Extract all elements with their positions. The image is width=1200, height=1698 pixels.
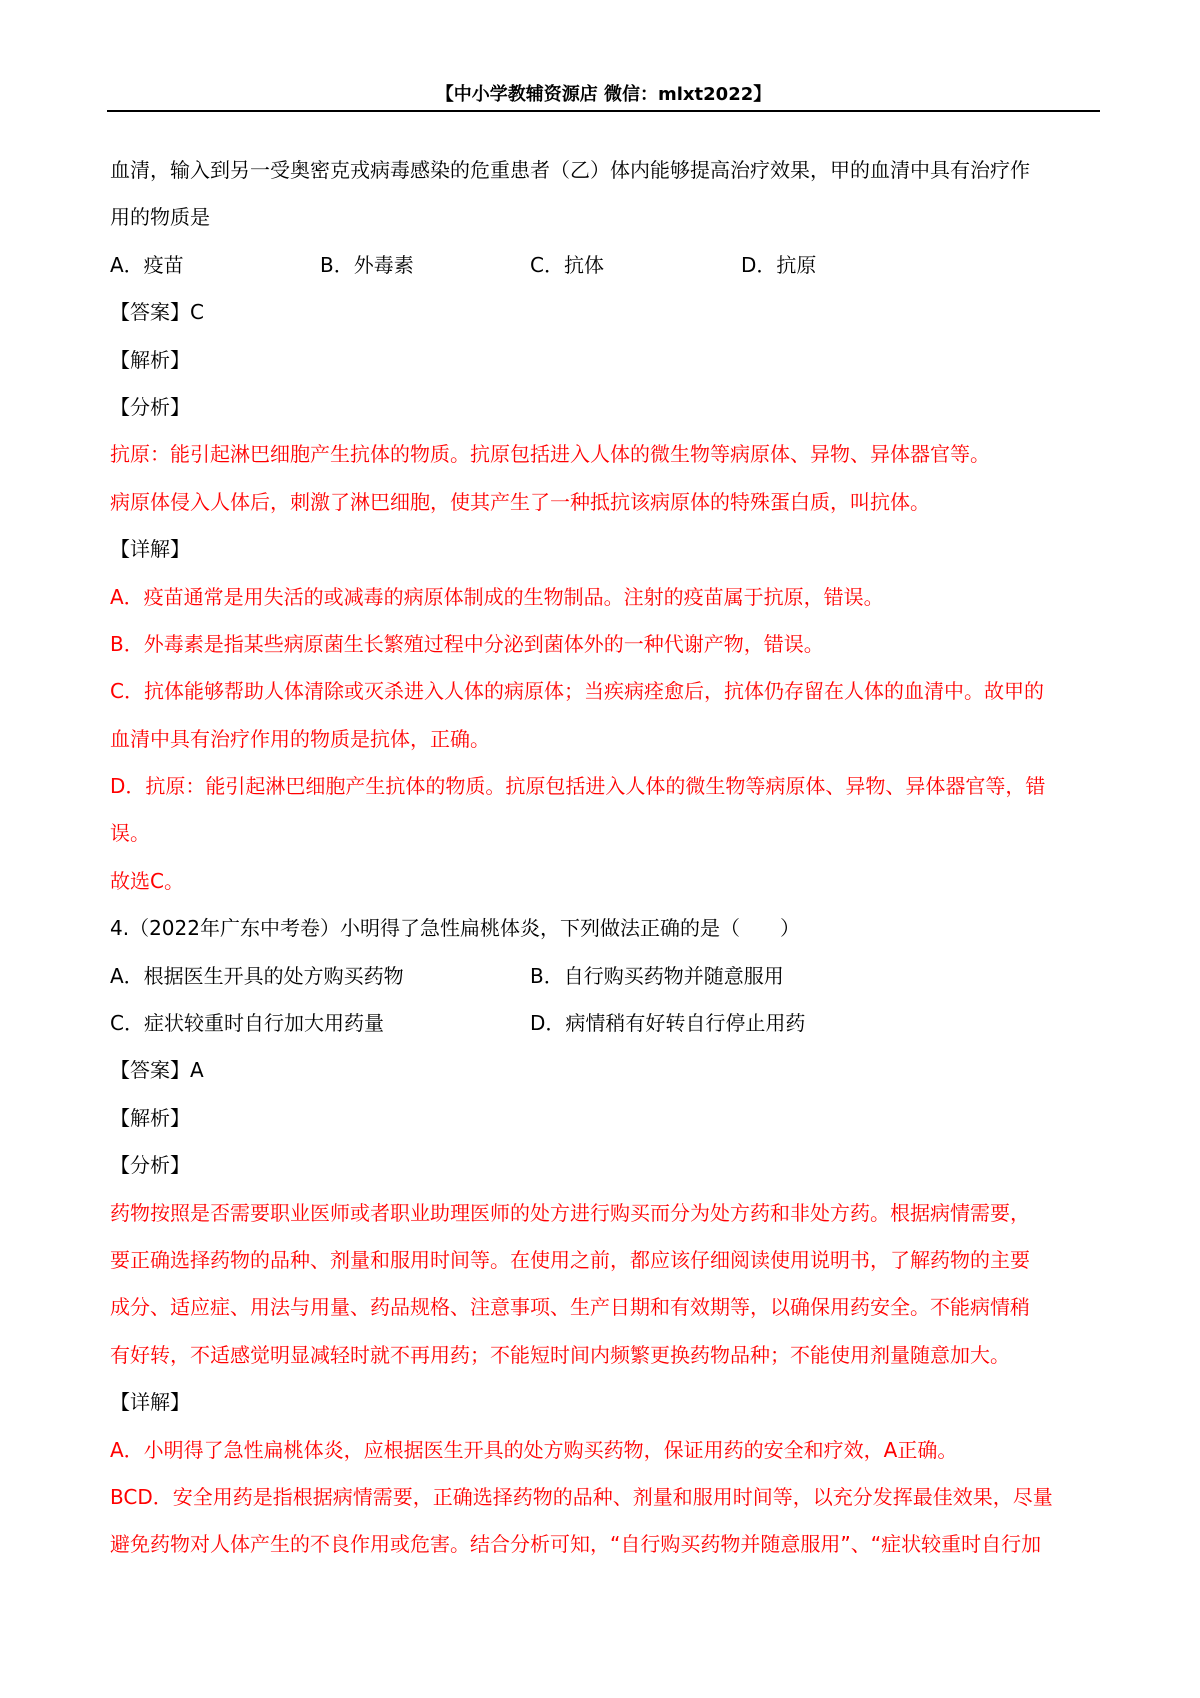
header-divider (107, 110, 1100, 112)
q3-detail-d-line-1: D．抗原：能引起淋巴细胞产生抗体的物质。抗原包括进入人体的微生物等病原体、异物、异体器官等，错 (110, 774, 1046, 799)
q4-option-d: D．病情稍有好转自行停止用药 (530, 1011, 806, 1036)
q3-option-d: D．抗原 (741, 252, 817, 277)
q4-fenxi-heading: 【分析】 (110, 1153, 190, 1178)
q4-detail-a: A．小明得了急性扁桃体炎，应根据医生开具的处方购买药物，保证用药的安全和疗效，A正确。 (110, 1437, 958, 1462)
q3-conclusion: 故选C。 (110, 868, 184, 893)
q3-option-b: B．外毒素 (320, 252, 414, 277)
q3-answer: 【答案】C (110, 300, 204, 325)
q3-stem-line-2: 用的物质是 (110, 205, 210, 230)
q4-stem: 4.（2022年广东中考卷）小明得了急性扁桃体炎，下列做法正确的是（ ） (110, 916, 800, 941)
page-header: 【中小学教辅资源店 微信：mlxt2022】 (435, 84, 772, 105)
q3-analysis-line-2: 病原体侵入人体后，刺激了淋巴细胞，使其产生了一种抵抗该病原体的特殊蛋白质，叫抗体。 (110, 489, 930, 514)
q3-options (110, 242, 1100, 289)
q4-detail-bcd-line-2: 避免药物对人体产生的不良作用或危害。结合分析可知，“自行购买药物并随意服用”、“症状较重时自行加 (110, 1532, 1042, 1557)
q4-options-row-2 (110, 1000, 1100, 1047)
q3-jiexi-heading: 【解析】 (110, 347, 190, 372)
q4-options-row-1 (110, 953, 1100, 1000)
q3-analysis-line-1: 抗原：能引起淋巴细胞产生抗体的物质。抗原包括进入人体的微生物等病原体、异物、异体器官等。 (110, 442, 990, 467)
q3-detail-d-line-2: 误。 (110, 821, 150, 846)
q4-xiangjie-heading: 【详解】 (110, 1390, 190, 1415)
q4-analysis-line-4: 有好转，不适感觉明显减轻时就不再用药；不能短时间内频繁更换药物品种；不能使用剂量随意加大。 (110, 1342, 1010, 1367)
q3-detail-a: A．疫苗通常是用失活的或减毒的病原体制成的生物制品。注射的疫苗属于抗原，错误。 (110, 584, 884, 609)
q3-detail-c-line-1: C．抗体能够帮助人体清除或灭杀进入人体的病原体；当疾病痊愈后，抗体仍存留在人体的血清中。故甲的 (110, 679, 1044, 704)
q4-jiexi-heading: 【解析】 (110, 1105, 190, 1130)
q4-analysis-line-2: 要正确选择药物的品种、剂量和服用时间等。在使用之前，都应该仔细阅读使用说明书，了解药物的主要 (110, 1247, 1030, 1272)
q3-stem-line-1: 血清，输入到另一受奥密克戎病毒感染的危重患者（乙）体内能够提高治疗效果，甲的血清中具有治疗作 (110, 158, 1030, 182)
q4-analysis-line-1: 药物按照是否需要职业医师或者职业助理医师的处方进行购买而分为处方药和非处方药。根据病情需要， (110, 1200, 1030, 1225)
q4-detail-bcd-line-1: BCD．安全用药是指根据病情需要，正确选择药物的品种、剂量和服用时间等，以充分发挥最佳效果，尽量 (110, 1484, 1053, 1509)
q3-option-a: A．疫苗 (110, 252, 184, 277)
q3-fenxi-heading: 【分析】 (110, 394, 190, 419)
q4-answer: 【答案】A (110, 1058, 204, 1083)
q3-detail-b: B．外毒素是指某些病原菌生长繁殖过程中分泌到菌体外的一种代谢产物，错误。 (110, 631, 824, 656)
q4-option-b: B．自行购买药物并随意服用 (530, 963, 784, 988)
q3-option-c: C．抗体 (530, 252, 604, 277)
q4-option-c: C．症状较重时自行加大用药量 (110, 1011, 384, 1036)
q3-detail-c-line-2: 血清中具有治疗作用的物质是抗体，正确。 (110, 726, 490, 751)
q4-analysis-line-3: 成分、适应症、用法与用量、药品规格、注意事项、生产日期和有效期等，以确保用药安全。不能病情稍 (110, 1295, 1030, 1320)
document-body (110, 147, 1100, 1569)
q4-option-a: A．根据医生开具的处方购买药物 (110, 963, 404, 988)
q3-xiangjie-heading: 【详解】 (110, 537, 190, 562)
